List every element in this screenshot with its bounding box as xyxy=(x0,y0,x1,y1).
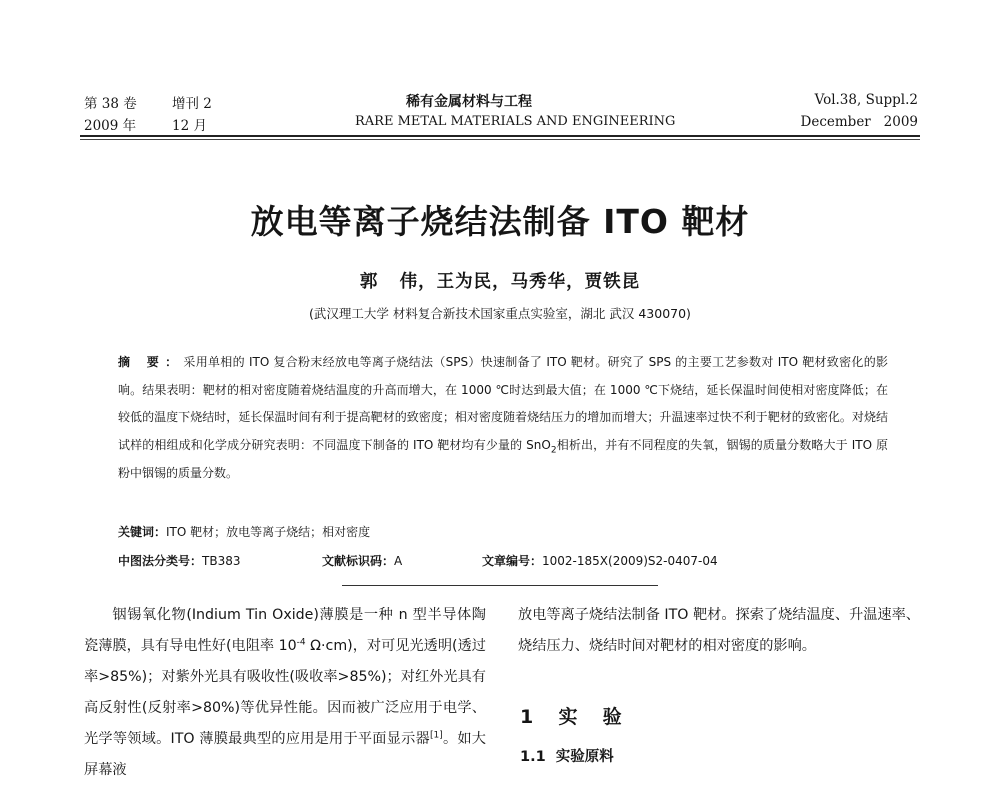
abstract-label: 摘 要： xyxy=(118,355,184,369)
header-rule xyxy=(80,135,920,137)
body-right-column xyxy=(518,600,920,662)
paper-affiliation: (武汉理工大学 材料复合新技术国家重点实验室，湖北 武汉 430070) xyxy=(309,306,691,321)
body-left-column xyxy=(84,600,486,786)
document-code xyxy=(322,552,402,569)
clc-label: 中图法分类号： xyxy=(118,554,203,568)
doc-value: A xyxy=(394,554,403,568)
article-number xyxy=(482,552,718,569)
abstract-text-2: 相析出，并有不同程度的失氧，铟锡的质量分数略大于 ITO 原粉中铟锡的质量分数。 xyxy=(118,438,888,480)
body-text-a: 铟锡氧化物(Indium Tin Oxide)薄膜是一种 n 型半导体陶瓷薄膜，具有导电性好(电阻率 10 xyxy=(84,607,486,654)
subsection-heading: 1.1 实验原料 xyxy=(520,749,614,765)
keywords-label: 关键词： xyxy=(118,525,167,539)
supplement-label: 增刊 2 xyxy=(172,96,212,112)
volume-en: Vol.38, Suppl.2 xyxy=(814,92,918,108)
month-label: 12 月 xyxy=(172,118,207,134)
section-heading: 1 实 验 xyxy=(520,706,626,728)
clc-number xyxy=(118,552,240,569)
date-en: December 2009 xyxy=(800,114,918,130)
abstract-subscript: 2 xyxy=(550,445,557,456)
body-text-b: Ω·cm)，对可见光透明(透过率>85%)；对紫外光具有吸收性(吸收率>85%)；对红外光具有高反射性(反射率>80%)等优异性能。因而被广泛应用于电学、光学等领域。ITO 薄膜最典型的应用是用于平面显示器 xyxy=(84,638,486,747)
keywords xyxy=(118,523,370,540)
reference-marker: [1] xyxy=(429,730,443,741)
header-rule-thin xyxy=(80,139,920,140)
article-value: 1002-185X(2009)S2-0407-04 xyxy=(542,554,718,568)
paper-authors: 郭 伟，王为民，马秀华，贾铁昆 xyxy=(359,272,641,292)
body-superscript: -4 xyxy=(296,637,306,648)
paper-title: 放电等离子烧结法制备 ITO 靶材 xyxy=(250,202,750,241)
journal-title-en: RARE METAL MATERIALS AND ENGINEERING xyxy=(355,114,676,129)
keywords-value: ITO 靶材；放电等离子烧结；相对密度 xyxy=(166,525,371,539)
abstract-separator xyxy=(342,585,658,586)
doc-label: 文献标识码： xyxy=(322,554,395,568)
journal-title-cn: 稀有金属材料与工程 xyxy=(406,94,532,110)
clc-value: TB383 xyxy=(202,554,241,568)
body-right-paragraph: 放电等离子烧结法制备 ITO 靶材。探索了烧结温度、升温速率、烧结压力、烧结时间对靶材的相对密度的影响。 xyxy=(518,607,920,654)
abstract-text-1: 采用单相的 ITO 复合粉末经放电等离子烧结法（SPS）快速制备了 ITO 靶材。研究了 SPS 的主要工艺参数对 ITO 靶材致密化的影响。结果表明：靶材的相对密度随着烧结温度的升高而增大，在 1000 ℃时达到最大值；在 1000 ℃下烧结，延长保温时间使相对密度降低；在较低的温度下烧结时，延长保温时间有利于提高靶材的致密度；相对密度随着烧结压力的增加而增大；升温速率过快不利于靶材的致密化。对烧结试样的相组成和化学成分研究表明：不同温度下制备的 ITO 靶材均有少量的 SnO xyxy=(118,355,889,453)
volume-label: 第 38 卷 xyxy=(84,96,137,112)
article-label: 文章编号： xyxy=(482,554,543,568)
body-text-c: 。如大屏幕液 xyxy=(84,731,486,778)
year-label: 2009 年 xyxy=(84,118,137,134)
abstract xyxy=(118,349,888,488)
